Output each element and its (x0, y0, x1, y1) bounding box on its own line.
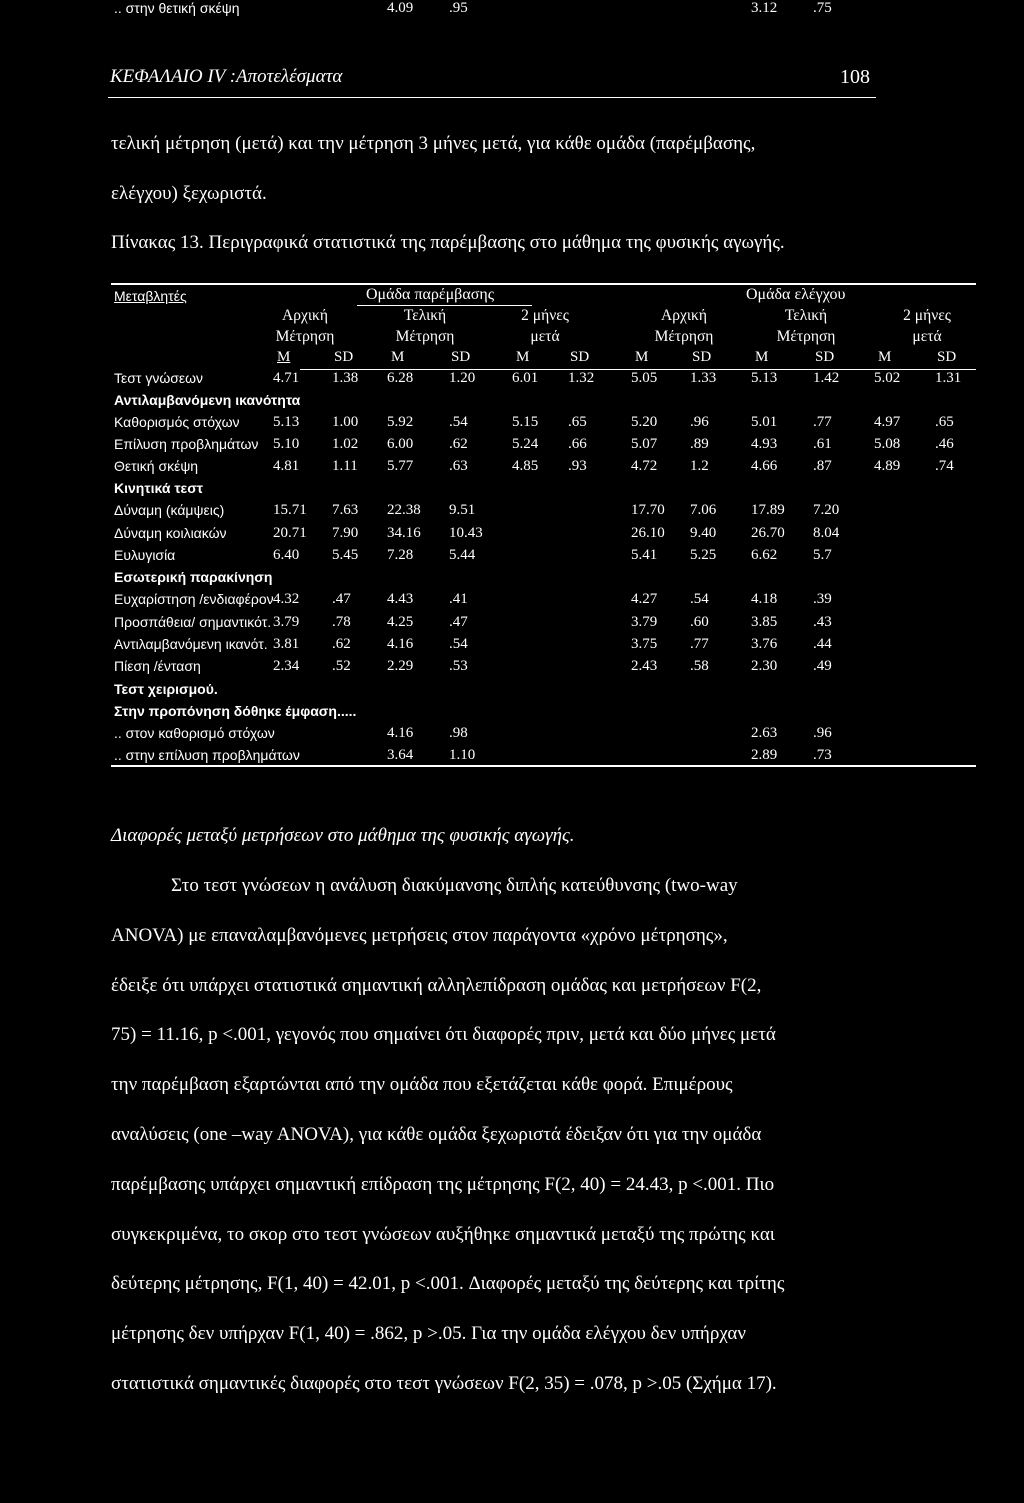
sd-header: SD (692, 349, 712, 365)
section-subheading: Διαφορές μεταξύ μετρήσεων στο μάθημα της φυσικής αγωγής. (111, 825, 575, 846)
table-cell: 3.12 (751, 0, 778, 16)
table-cell: 4.85 (512, 458, 539, 474)
table-cell: 3.64 (387, 747, 414, 763)
table-cell: .49 (813, 658, 832, 674)
table-cell: .98 (449, 725, 468, 741)
header-rule (108, 97, 876, 98)
measure-header-line1: 2 μήνες (903, 307, 951, 324)
table-row-label: Δύναμη κοιλιακών (114, 525, 227, 541)
m-header: M (277, 349, 291, 365)
table-cell: 2.43 (631, 658, 658, 674)
table-cell: 5.25 (690, 547, 717, 563)
table-cell: 4.81 (273, 458, 300, 474)
table-row-label: Επίλυση προβλημάτων (114, 436, 259, 452)
table-cell: .44 (813, 636, 832, 652)
table-cell: 22.38 (387, 502, 421, 518)
table-cell: 4.93 (751, 436, 778, 452)
measure-header-line2: Μέτρηση (395, 328, 455, 345)
table-cell: .54 (690, 591, 709, 607)
table-cell: 5.44 (449, 547, 476, 563)
paragraph-line: ANOVA) με επαναλαμβανόμενες μετρήσεις στον παράγοντα «χρόνο μέτρησης», (111, 925, 728, 946)
table-cell: 3.76 (751, 636, 778, 652)
table-cell: .47 (332, 591, 351, 607)
table-cell: 9.51 (449, 502, 476, 518)
table-cell: .52 (332, 658, 351, 674)
m-header: M (516, 349, 530, 365)
table-cell: .60 (690, 614, 709, 630)
table-cell: 5.10 (273, 436, 300, 452)
table-cell: 2.34 (273, 658, 300, 674)
measure-header-line2: μετά (530, 328, 560, 345)
sd-header: SD (334, 349, 354, 365)
table-cell: 17.89 (751, 502, 785, 518)
table-cell: 4.18 (751, 591, 778, 607)
table-cell: .39 (813, 591, 832, 607)
measure-header-line2: μετά (912, 328, 942, 345)
table-cell: .65 (568, 414, 587, 430)
table-cell: 4.43 (387, 591, 414, 607)
table-row-label: Ευλυγισία (114, 547, 176, 563)
table-cell: 5.15 (512, 414, 539, 430)
measure-header-line1: 2 μήνες (521, 307, 569, 324)
table-cell: 1.10 (449, 747, 476, 763)
measure-header-line2: Μέτρηση (275, 328, 335, 345)
table-cell: 2.30 (751, 658, 778, 674)
table-cell: .75 (813, 0, 832, 16)
table-cell: 6.01 (512, 370, 539, 386)
table-row-label: Ευχαρίστηση /ενδιαφέρον (114, 591, 274, 607)
table-section-label: Κινητικά τεστ (114, 480, 204, 496)
paragraph-line: στατιστικά σημαντικές διαφορές στο τεστ γνώσεων F(2, 35) = .078, p >.05 (Σχήμα 17). (111, 1373, 777, 1394)
table-cell: 7.20 (813, 502, 840, 518)
table-cell: 5.41 (631, 547, 658, 563)
table-cell: .66 (568, 436, 587, 452)
table-cell: .43 (813, 614, 832, 630)
table-cell: 5.7 (813, 547, 832, 563)
table-cell: .63 (449, 458, 468, 474)
table-cell: 26.70 (751, 525, 785, 541)
measure-header-line1: Αρχική (282, 307, 328, 324)
table-cell: 4.72 (631, 458, 658, 474)
sd-header: SD (451, 349, 471, 365)
table-cell: 1.11 (332, 458, 358, 474)
table-cell: 9.40 (690, 525, 717, 541)
table-cell: .58 (690, 658, 709, 674)
table-cell: 4.27 (631, 591, 658, 607)
intro-line-1: τελική μέτρηση (μετά) και την μέτρηση 3 μήνες μετά, για κάθε ομάδα (παρέμβασης, (111, 133, 756, 154)
sd-header: SD (937, 349, 957, 365)
table-cell: .54 (449, 414, 468, 430)
table-cell: 1.42 (813, 370, 840, 386)
m-header: M (878, 349, 892, 365)
paragraph-line: την παρέμβαση εξαρτώνται από την ομάδα που εξετάζεται κάθε φορά. Επιμέρους (111, 1074, 733, 1095)
table-cell: 2.89 (751, 747, 778, 763)
paragraph-line: μέτρησης δεν υπήρχαν F(1, 40) = .862, p >.05. Για την ομάδα ελέγχου δεν υπήρχαν (111, 1323, 746, 1344)
table-cell: 26.10 (631, 525, 665, 541)
table-row-label: Προσπάθεια/ σημαντικότ. (114, 614, 272, 630)
table-cell: 1.2 (690, 458, 709, 474)
measure-header-line1: Τελική (403, 307, 447, 324)
table-cell: .74 (935, 458, 954, 474)
table-cell: 5.01 (751, 414, 778, 430)
m-header: M (635, 349, 649, 365)
table-cell: 5.24 (512, 436, 539, 452)
paragraph-line: δεύτερης μέτρησης, F(1, 40) = 42.01, p <.001. Διαφορές μεταξύ της δεύτερης και τρίτης (111, 1273, 785, 1294)
table-row-label: .. στην επίλυση προβλημάτων (114, 747, 300, 763)
table-cell: 5.05 (631, 370, 658, 386)
table-cell: 4.16 (387, 636, 414, 652)
table-cell: 7.28 (387, 547, 414, 563)
measure-header-line1: Τελική (784, 307, 828, 324)
table-row-label: Θετική σκέψη (114, 458, 199, 474)
table-cell: 3.85 (751, 614, 778, 630)
table-cell: .62 (332, 636, 351, 652)
table-cell: 1.32 (568, 370, 595, 386)
table-cell: 4.16 (387, 725, 414, 741)
table-row-label: Καθορισμός στόχων (114, 414, 240, 430)
table-cell: 5.02 (874, 370, 901, 386)
table-cell: 5.20 (631, 414, 658, 430)
table-cell: 5.13 (273, 414, 300, 430)
table-cell: .47 (449, 614, 468, 630)
table-cell: 5.13 (751, 370, 778, 386)
table-cell: 4.09 (387, 0, 414, 16)
table-cell: 5.45 (332, 547, 359, 563)
table-cell: 5.92 (387, 414, 414, 430)
table-cell: 2.63 (751, 725, 778, 741)
table-cell: 4.71 (273, 370, 300, 386)
sd-header: SD (815, 349, 835, 365)
table-row-label: .. στον καθορισμό στόχων (114, 725, 275, 741)
table-section-label: Στην προπόνηση δόθηκε έμφαση..... (114, 703, 357, 719)
table-section-label: Τεστ χειρισμού. (114, 681, 218, 697)
table-section-label: Αντιλαμβανόμενη ικανότητα (114, 392, 301, 408)
table-cell: .53 (449, 658, 468, 674)
table-cell: 5.77 (387, 458, 414, 474)
paragraph-line: παρέμβασης υπάρχει σημαντική επίδραση της μέτρησης F(2, 40) = 24.43, p <.001. Πιο (111, 1174, 775, 1195)
table-cell: 6.00 (387, 436, 414, 452)
paragraph-line: έδειξε ότι υπάρχει στατιστικά σημαντική αλληλεπίδραση ομάδας και μετρήσεων F(2, (111, 975, 762, 996)
paragraph-line: Στο τεστ γνώσεων η ανάλυση διακύμανσης διπλής κατεύθυνσης (two-way (171, 875, 738, 896)
paragraph-line: αναλύσεις (one –way ANOVA), για κάθε ομάδα ξεχωριστά έδειξαν ότι για την ομάδα (111, 1124, 762, 1145)
table-cell: .41 (449, 591, 468, 607)
table-cell: 4.66 (751, 458, 778, 474)
table-row-label: Πίεση /ένταση (114, 658, 201, 674)
table-cell: 7.90 (332, 525, 359, 541)
table-cell: 2.29 (387, 658, 414, 674)
sd-header: SD (570, 349, 590, 365)
table-cell: 1.20 (449, 370, 476, 386)
table-cell: 3.79 (631, 614, 658, 630)
table-cell: .54 (449, 636, 468, 652)
table-cell: 4.32 (273, 591, 300, 607)
table-cell: 6.28 (387, 370, 414, 386)
table-cell: .96 (813, 725, 832, 741)
table-cell: 4.89 (874, 458, 901, 474)
table-cell: 1.31 (935, 370, 962, 386)
table-row-label: Αντιλαμβανόμενη ικανότ. (114, 636, 268, 652)
table-cell: 7.63 (332, 502, 359, 518)
table-cell: 5.08 (874, 436, 901, 452)
table-cell: 1.38 (332, 370, 359, 386)
table-cell: .87 (813, 458, 832, 474)
table-cell: 4.97 (874, 414, 901, 430)
table-row-label: .. στην θετική σκέψη (114, 0, 240, 16)
table-cell: 4.25 (387, 614, 414, 630)
table-caption: Πίνακας 13. Περιγραφικά στατιστικά της παρέμβασης στο μάθημα της φυσικής αγωγής. (111, 232, 785, 253)
table-cell: 20.71 (273, 525, 307, 541)
measure-header-line1: Αρχική (661, 307, 707, 324)
table-cell: 3.81 (273, 636, 300, 652)
page-number: 108 (840, 66, 870, 88)
table-cell: .73 (813, 747, 832, 763)
table-section-label: Εσωτερική παρακίνηση (114, 569, 273, 585)
table-cell: .89 (690, 436, 709, 452)
table-cell: 3.79 (273, 614, 300, 630)
table-cell: 15.71 (273, 502, 307, 518)
table-cell: .46 (935, 436, 954, 452)
intro-line-2: ελέγχου) ξεχωριστά. (111, 183, 267, 204)
table-cell: .78 (332, 614, 351, 630)
table-cell: 10.43 (449, 525, 483, 541)
table-cell: 7.06 (690, 502, 717, 518)
table-cell: 1.33 (690, 370, 717, 386)
table-cell: .61 (813, 436, 832, 452)
table-row-label: Τεστ γνώσεων (114, 370, 204, 386)
table-cell: .93 (568, 458, 587, 474)
chapter-title: ΚΕΦΑΛΑΙΟ IV :Αποτελέσματα (110, 66, 343, 87)
table-cell: .65 (935, 414, 954, 430)
measure-header-line2: Μέτρηση (654, 328, 714, 345)
table-cell: 6.40 (273, 547, 300, 563)
table-cell: 5.07 (631, 436, 658, 452)
control-group-header: Ομάδα ελέγχου (746, 286, 846, 303)
table-cell: 3.75 (631, 636, 658, 652)
table-cell: .77 (813, 414, 832, 430)
table-cell: .62 (449, 436, 468, 452)
table-row-label: Δύναμη (κάμψεις) (114, 502, 225, 518)
intervention-group-header: Ομάδα παρέμβασης (366, 286, 495, 303)
table-cell: 1.00 (332, 414, 359, 430)
table-bottom-rule (111, 765, 976, 767)
m-header: M (391, 349, 405, 365)
variables-header: Μεταβλητές (114, 288, 187, 304)
table-top-rule (111, 283, 976, 285)
measure-header-line2: Μέτρηση (776, 328, 836, 345)
table-cell: .96 (690, 414, 709, 430)
paragraph-line: 75) = 11.16, p <.001, γεγονός που σημαίνει ότι διαφορές πριν, μετά και δύο μήνες μετά (111, 1024, 776, 1045)
table-cell: .77 (690, 636, 709, 652)
m-header: M (755, 349, 769, 365)
table-cell: 6.62 (751, 547, 778, 563)
paragraph-line: συγκεκριμένα, το σκορ στο τεστ γνώσεων αυξήθηκε σημαντικά μεταξύ της πρώτης και (111, 1224, 775, 1245)
table-cell: 8.04 (813, 525, 840, 541)
table-cell: .95 (449, 0, 468, 16)
table-cell: 34.16 (387, 525, 421, 541)
table-cell: 17.70 (631, 502, 665, 518)
table-cell: 1.02 (332, 436, 359, 452)
